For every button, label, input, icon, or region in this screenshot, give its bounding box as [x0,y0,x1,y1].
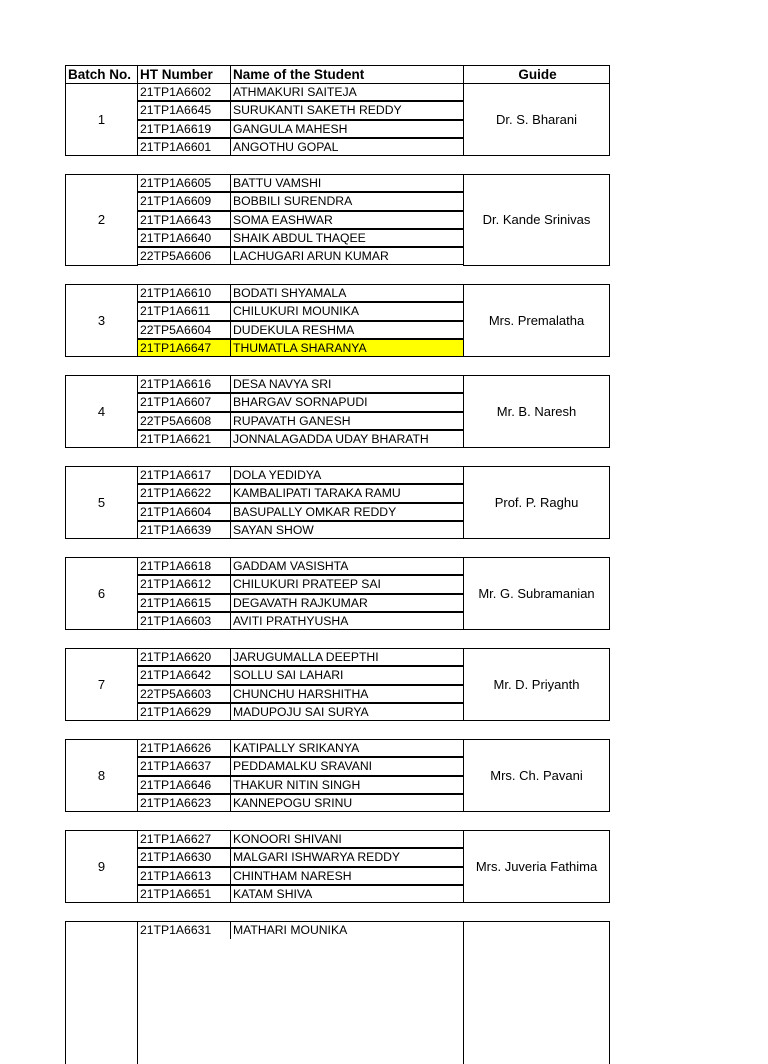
student-name-cell: CHUNCHU HARSHITHA [230,685,464,703]
ht-number-cell: 21TP1A6621 [137,430,231,448]
ht-number-cell: 21TP1A6618 [137,557,231,575]
guide-cell: Mrs. Ch. Pavani [463,739,610,812]
student-name-cell: SAYAN SHOW [230,521,464,539]
ht-number-cell: 21TP1A6619 [137,120,231,138]
student-name-cell: SHAIK ABDUL THAQEE [230,229,464,247]
ht-number-cell: 22TP5A6608 [137,412,231,430]
student-name-cell: RUPAVATH GANESH [230,412,464,430]
batch-number-cell: 7 [65,648,138,721]
student-name-cell: DEGAVATH RAJKUMAR [230,594,464,612]
ht-number-cell: 21TP1A6626 [137,739,231,757]
batch-number-cell: 2 [65,174,138,266]
ht-number-cell: 22TP5A6606 [137,247,231,265]
student-name-cell: BODATI SHYAMALA [230,284,464,302]
student-name-cell: SOMA EASHWAR [230,211,464,229]
student-name-cell: BATTU VAMSHI [230,174,464,192]
ht-number-cell: 21TP1A6615 [137,594,231,612]
ht-number-cell: 21TP1A6612 [137,575,231,593]
ht-number-cell: 21TP1A6603 [137,612,231,630]
guide-cell: Mrs. Premalatha [463,284,610,357]
student-name-cell: BASUPALLY OMKAR REDDY [230,503,464,521]
ht-number-cell: 21TP1A6623 [137,794,231,812]
student-name-cell: GADDAM VASISHTA [230,557,464,575]
ht-number-cell: 21TP1A6605 [137,174,231,192]
ht-number-cell: 21TP1A6647 [137,339,231,357]
student-name-cell: KAMBALIPATI TARAKA RAMU [230,484,464,502]
student-name-cell: DUDEKULA RESHMA [230,321,464,339]
ht-number-cell: 21TP1A6630 [137,848,231,866]
batch-number-cell: 4 [65,375,138,448]
header-batch-no: Batch No. [65,65,138,84]
batch-number-cell: 3 [65,284,138,357]
student-name-cell: THAKUR NITIN SINGH [230,776,464,794]
student-name-cell: CHINTHAM NARESH [230,867,464,885]
student-name-cell: DOLA YEDIDYA [230,466,464,484]
student-name-cell: THUMATLA SHARANYA [230,339,464,357]
student-name-cell: KATIPALLY SRIKANYA [230,739,464,757]
student-name-cell: BHARGAV SORNAPUDI [230,393,464,411]
student-name-cell: MALGARI ISHWARYA REDDY [230,848,464,866]
student-name-cell: SOLLU SAI LAHARI [230,666,464,684]
student-name-cell: JARUGUMALLA DEEPTHI [230,648,464,666]
ht-number-cell: 21TP1A6609 [137,192,231,210]
student-name-cell: ANGOTHU GOPAL [230,138,464,156]
guide-cell [463,921,610,1064]
ht-number-cell: 21TP1A6607 [137,393,231,411]
ht-number-cell: 21TP1A6629 [137,703,231,721]
student-name-cell: GANGULA MAHESH [230,120,464,138]
ht-number-cell: 21TP1A6651 [137,885,231,903]
ht-number-cell: 21TP1A6601 [137,138,231,156]
ht-number-cell: 21TP1A6604 [137,503,231,521]
student-name-cell: MADUPOJU SAI SURYA [230,703,464,721]
ht-number-cell: 21TP1A6631 [137,921,231,939]
header-guide: Guide [463,65,610,84]
student-name-cell: MATHARI MOUNIKA [230,921,464,939]
student-name-cell: KONOORI SHIVANI [230,830,464,848]
ht-number-cell: 21TP1A6639 [137,521,231,539]
guide-cell: Dr. S. Bharani [463,83,610,156]
ht-number-cell: 21TP1A6645 [137,101,231,119]
student-name-cell: CHILUKURI PRATEEP SAI [230,575,464,593]
ht-number-cell: 21TP1A6617 [137,466,231,484]
ht-number-cell: 21TP1A6622 [137,484,231,502]
batch-number-cell: 5 [65,466,138,539]
ht-number-cell: 21TP1A6642 [137,666,231,684]
batch-number-cell: 1 [65,83,138,156]
guide-cell: Dr. Kande Srinivas [463,174,610,266]
guide-cell: Mrs. Juveria Fathima [463,830,610,903]
ht-number-cell: 21TP1A6646 [137,776,231,794]
batch-number-cell: 9 [65,830,138,903]
ht-number-cell: 21TP1A6602 [137,83,231,101]
student-name-cell: LACHUGARI ARUN KUMAR [230,247,464,265]
ht-number-cell: 21TP1A6640 [137,229,231,247]
ht-number-cell: 21TP1A6620 [137,648,231,666]
student-name-cell: SURUKANTI SAKETH REDDY [230,101,464,119]
ht-number-cell: 21TP1A6616 [137,375,231,393]
header-student-name: Name of the Student [230,65,464,84]
student-name-cell: KATAM SHIVA [230,885,464,903]
student-name-cell: KANNEPOGU SRINU [230,794,464,812]
guide-cell: Mr. B. Naresh [463,375,610,448]
ht-number-cell: 21TP1A6610 [137,284,231,302]
student-name-cell: JONNALAGADDA UDAY BHARATH [230,430,464,448]
student-name-cell: BOBBILI SURENDRA [230,192,464,210]
batch-number-cell [65,921,138,1064]
ht-number-cell: 21TP1A6627 [137,830,231,848]
guide-cell: Mr. D. Priyanth [463,648,610,721]
header-ht-number: HT Number [137,65,231,84]
student-name-cell: ATHMAKURI SAITEJA [230,83,464,101]
ht-number-cell: 21TP1A6643 [137,211,231,229]
student-name-cell: DESA NAVYA SRI [230,375,464,393]
ht-number-cell: 22TP5A6604 [137,321,231,339]
ht-number-cell: 21TP1A6611 [137,302,231,320]
ht-number-cell: 21TP1A6637 [137,757,231,775]
student-name-cell: PEDDAMALKU SRAVANI [230,757,464,775]
batch-number-cell: 6 [65,557,138,630]
student-name-cell: CHILUKURI MOUNIKA [230,302,464,320]
ht-number-cell: 21TP1A6613 [137,867,231,885]
student-name-cell: AVITI PRATHYUSHA [230,612,464,630]
ht-number-cell: 22TP5A6603 [137,685,231,703]
guide-cell: Mr. G. Subramanian [463,557,610,630]
guide-cell: Prof. P. Raghu [463,466,610,539]
batch-number-cell: 8 [65,739,138,812]
